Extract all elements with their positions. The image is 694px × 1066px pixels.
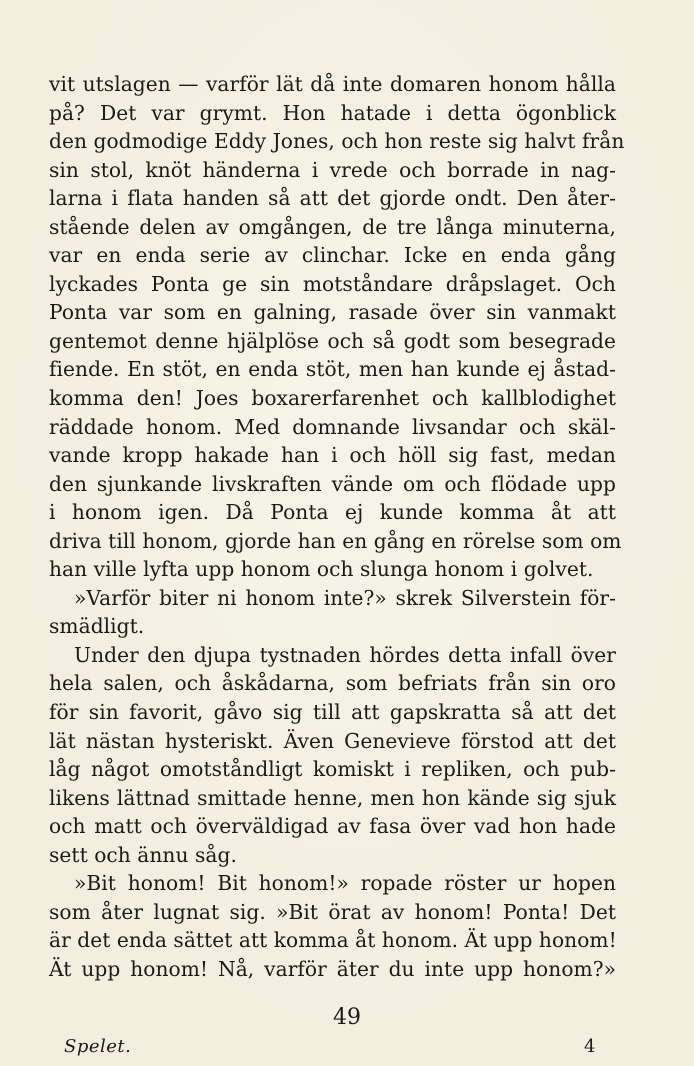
text-line: den godmodige Eddy Jones, och hon reste sig halvt från bbox=[49, 129, 625, 154]
text-line: komma den! Joes boxarerfarenhet och kallblodighet bbox=[49, 386, 616, 411]
sheet-number: 4 bbox=[584, 1036, 596, 1057]
text-line: sin stol, knöt händerna i vrede och borrade in nag- bbox=[49, 157, 616, 182]
text-line: i honom igen. Då Ponta ej kunde komma åt att bbox=[49, 500, 616, 525]
text-line: den sjunkande livskraften vände om och flödade upp bbox=[49, 471, 616, 496]
text-line: gentemot denne hjälplöse och så godt som besegrade bbox=[49, 328, 616, 353]
signature-mark: Spelet. bbox=[64, 1036, 132, 1057]
text-line: Ponta var som en galning, rasade över sin vanmakt bbox=[49, 300, 616, 325]
text-line: Under den djupa tystnaden hördes detta infall över bbox=[74, 642, 616, 667]
text-line: vit utslagen — varför lät då inte domaren honom hålla bbox=[49, 72, 616, 96]
page-number: 49 bbox=[333, 1005, 361, 1030]
text-line: räddade honom. Med domnande livsandar och skäl- bbox=[49, 414, 616, 439]
text-line: smädligt. bbox=[49, 614, 145, 639]
text-line: vande kropp hakade han i och höll sig fast, medan bbox=[49, 443, 616, 468]
text-line: »Varför biter ni honom inte?» skrek Silverstein för- bbox=[74, 585, 616, 610]
text-line: hela salen, och åskådarna, som befriats från sin oro bbox=[49, 671, 616, 696]
text-line: larna i flata handen så att det gjorde ondt. Den åter- bbox=[49, 186, 616, 211]
text-line: låg något omotståndligt komiskt i repliken, och pub- bbox=[49, 757, 616, 782]
text-line: på? Det var grymt. Hon hatade i detta ögonblick bbox=[49, 100, 616, 125]
text-line: driva till honom, gjorde han en gång en rörelse som om bbox=[49, 528, 622, 553]
text-line: sett och ännu såg. bbox=[49, 842, 237, 867]
text-line: som åter lugnat sig. »Bit örat av honom! Ponta! Det bbox=[49, 899, 616, 924]
text-line: var en enda serie av clinchar. Icke en enda gång bbox=[49, 243, 616, 268]
text-line: lät nästan hysteriskt. Även Genevieve förstod att det bbox=[49, 728, 616, 753]
text-line: likens lättnad smittade henne, men hon kände sig sjuk bbox=[49, 785, 616, 810]
text-line: fiende. En stöt, en enda stöt, men han kunde ej åstad- bbox=[49, 357, 616, 382]
text-line: »Bit honom! Bit honom!» ropade röster ur hopen bbox=[74, 871, 616, 896]
body-text bbox=[49, 70, 625, 984]
text-line: han ville lyfta upp honom och slunga honom i golvet. bbox=[49, 557, 594, 582]
text-line: är det enda sättet att komma åt honom. Ät upp honom! bbox=[49, 928, 617, 953]
text-line: stående delen av omgången, de tre långa minuterna, bbox=[49, 214, 616, 239]
text-line: för sin favorit, gåvo sig till att gapskratta så att det bbox=[49, 700, 616, 725]
text-line: och matt och överväldigad av fasa över vad hon hade bbox=[49, 814, 616, 839]
text-line: lyckades Ponta ge sin motståndare dråpslaget. Och bbox=[49, 271, 616, 296]
text-line: Ät upp honom! Nå, varför äter du inte upp honom?» bbox=[49, 956, 616, 981]
